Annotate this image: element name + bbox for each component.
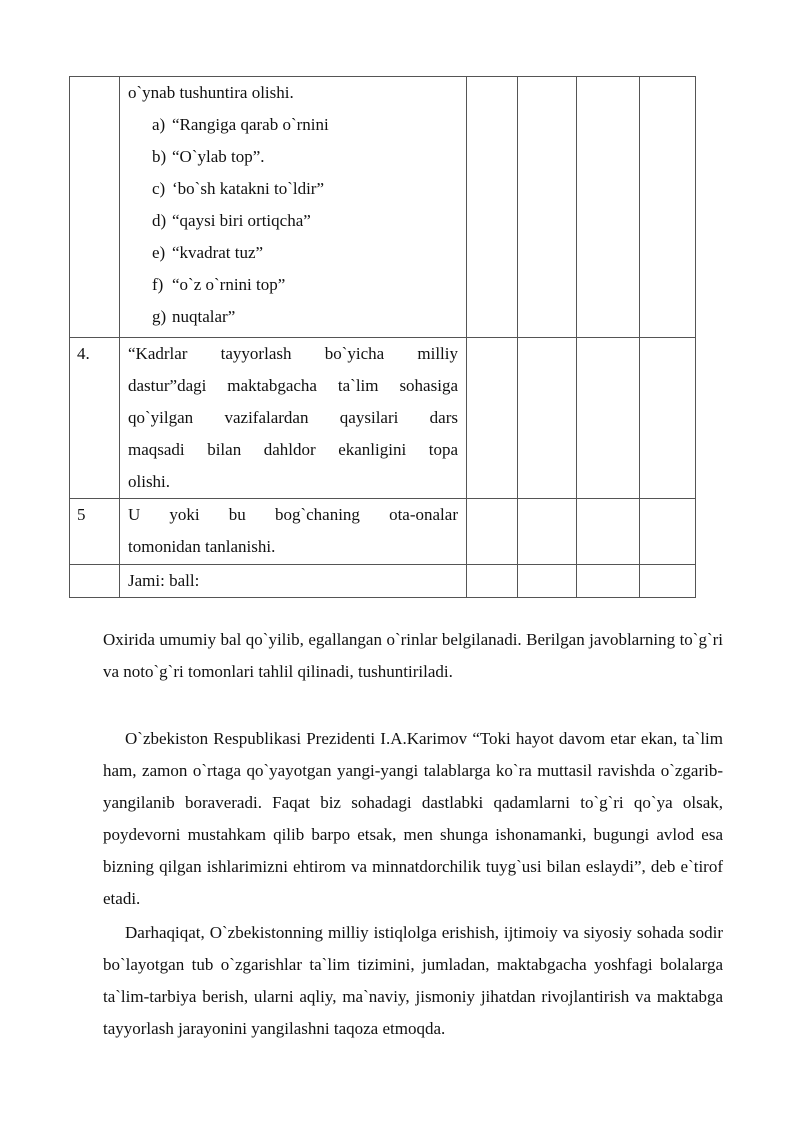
list-item-text: “o`z o`rnini top” (172, 275, 286, 294)
game-list (120, 109, 466, 333)
table-row (70, 77, 696, 338)
text-line: dastur”dagi maktabgacha ta`lim sohasiga (128, 376, 458, 395)
list-marker: b) (152, 147, 167, 166)
list-item (152, 237, 466, 269)
list-item-text: “kvadrat tuz” (172, 243, 264, 262)
list-item-text: nuqtalar” (172, 307, 236, 326)
paragraph-reform (103, 917, 723, 1045)
list-item (152, 205, 466, 237)
paragraph-quote-text: O`zbekiston Respublikasi Prezidenti I.A.Karimov “Toki hayot davom etar ekan, ta`lim ham, zamon o`rtaga qo`yayotgan yangi-yangi talablarga ko`ra muttasil ravishda o`zgarib-yangilanib boraveradi. Faqat biz sohadagi dastlabki qadamlarni to`g`ri qo`ya olsak, poydevorni mustahkam qilib barpo etsak, men shunga ishonamanki, bugungi avlod esa bizning qilgan ishlarimizni ehtirom va minnatdorchilik tuyg`usi bilan eslaydi”, deb e`tirof etadi. (103, 729, 723, 908)
text-line: tomonidan tanlanishi. (128, 537, 276, 556)
score-cell (640, 499, 696, 565)
score-cell (640, 338, 696, 499)
text-line: olishi. (128, 472, 171, 491)
criteria-cell (120, 338, 467, 499)
criteria-intro: o`ynab tushuntira olishi. (128, 83, 294, 102)
score-cell (518, 338, 577, 499)
criteria-text (120, 338, 466, 498)
total-label: Jami: ball: (128, 571, 200, 590)
row-number-cell: 4. (70, 338, 120, 499)
list-item-text: ‘bo`sh katakni to`ldir” (172, 179, 325, 198)
row-number-cell (70, 565, 120, 598)
list-marker: d) (152, 211, 167, 230)
list-item (152, 269, 466, 301)
list-item-text: “qaysi biri ortiqcha” (172, 211, 311, 230)
criteria-text (120, 499, 466, 563)
row-number-cell: 5 (70, 499, 120, 565)
criteria-cell (120, 499, 467, 565)
list-item (152, 141, 466, 173)
list-marker: c) (152, 179, 166, 198)
paragraph-quote (103, 723, 723, 915)
score-cell (467, 565, 518, 598)
score-cell (577, 77, 640, 338)
list-marker: g) (152, 307, 167, 326)
row-number-cell (70, 77, 120, 338)
score-cell (518, 565, 577, 598)
table-row (70, 499, 696, 565)
evaluation-table (69, 76, 696, 598)
score-cell (467, 77, 518, 338)
score-cell (640, 77, 696, 338)
paragraph-reform-text: Darhaqiqat, O`zbekistonning milliy istiqlolga erishish, ijtimoiy va siyosiy sohada sodir bo`layotgan tub o`zgarishlar ta`lim tizimini, jumladan, maktabgacha yoshfagi bolalarga ta`lim-tarbiya berish, ularni aqliy, ma`naviy, jismoniy jihatdan rivojlantirish va maktabga tayyorlash jarayonini yangilashni taqoza etmoqda. (103, 923, 723, 1038)
list-item (152, 109, 466, 141)
score-cell (518, 77, 577, 338)
criteria-cell (120, 77, 467, 338)
table-row (70, 338, 696, 499)
list-item-text: “Rangiga qarab o`rnini (172, 115, 329, 134)
list-item (152, 173, 466, 205)
score-cell (640, 565, 696, 598)
text-line: U yoki bu bog`chaning ota-onalar (128, 505, 458, 524)
table-row (70, 565, 696, 598)
text-line: qo`yilgan vazifalardan qaysilari dars (128, 408, 458, 427)
list-item (152, 301, 466, 333)
list-marker: f) (152, 275, 164, 294)
score-cell (577, 565, 640, 598)
paragraph-conclusion: Oxirida umumiy bal qo`yilib, egallangan o`rinlar belgilanadi. Berilgan javoblarning to`g`ri va noto`g`ri tomonlari tahlil qilinadi, tushuntiriladi. (103, 630, 723, 681)
score-cell (577, 499, 640, 565)
total-cell (120, 565, 467, 598)
list-marker: a) (152, 115, 166, 134)
text-line: “Kadrlar tayyorlash bo`yicha milliy (128, 344, 458, 363)
score-cell (577, 338, 640, 499)
list-marker: e) (152, 243, 166, 262)
score-cell (467, 338, 518, 499)
score-cell (467, 499, 518, 565)
list-item-text: “O`ylab top”. (172, 147, 265, 166)
score-cell (518, 499, 577, 565)
text-line: maqsadi bilan dahldor ekanligini topa (128, 440, 458, 459)
